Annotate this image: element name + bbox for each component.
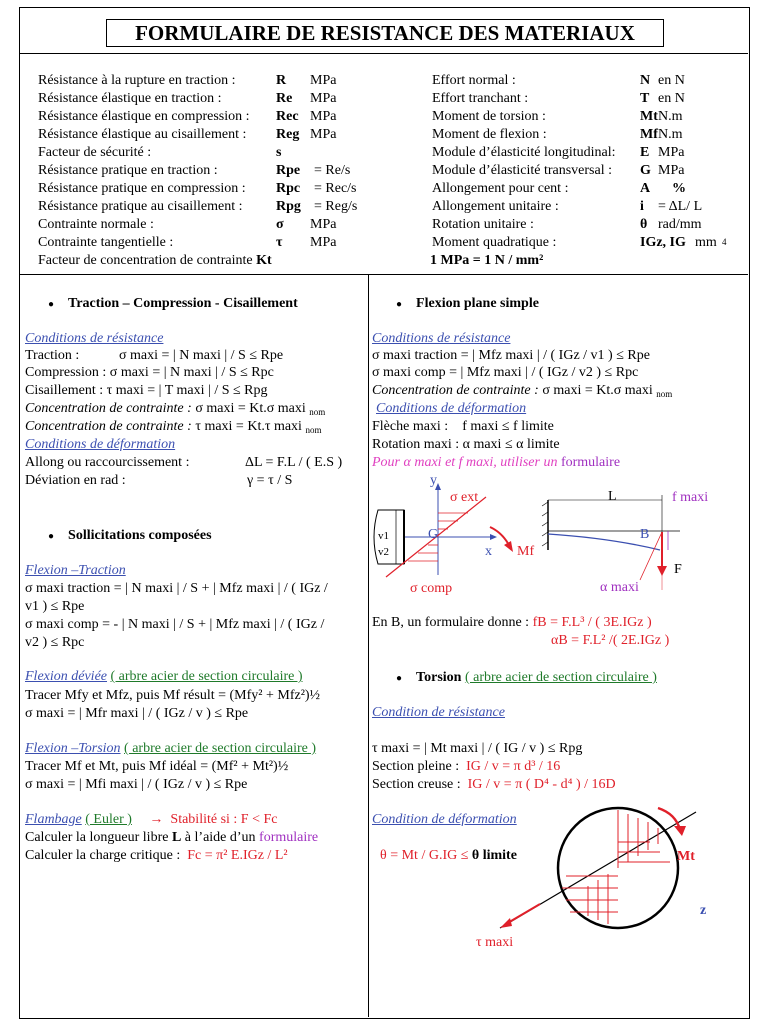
diag-sigma-ext: σ ext — [450, 490, 479, 505]
definition-row — [432, 144, 685, 161]
definition-symbol: i — [640, 199, 644, 214]
label: Concentration de contrainte : — [25, 401, 192, 416]
pour-line — [372, 454, 620, 471]
diag-y: y — [430, 473, 437, 488]
traction-line — [25, 347, 284, 364]
fl-line2 — [25, 847, 288, 864]
x-arrow-icon — [490, 534, 497, 540]
definition-label: Résistance élastique au cisaillement : — [38, 127, 247, 142]
cisaillement-line — [25, 382, 268, 399]
formula: α maxi ≤ α limite — [462, 437, 560, 452]
definition-unit: N.m — [658, 109, 683, 124]
definition-row — [38, 126, 337, 143]
enb-line — [372, 614, 652, 631]
definition-unit: MPa — [310, 235, 337, 250]
arbre-note: ( arbre acier de section circulaire ) — [124, 741, 317, 756]
allong-line — [25, 454, 343, 471]
definition-unit: MPa — [310, 73, 337, 88]
definition-symbol: IGz, IG — [640, 235, 686, 250]
definition-unit: MPa — [310, 217, 337, 232]
label: Concentration de contrainte : — [25, 419, 192, 434]
label: Déviation en rad : — [25, 473, 126, 488]
definition-row — [38, 108, 337, 125]
definition-symbol: R — [276, 73, 287, 88]
left-cond-def: Conditions de déformation — [25, 437, 176, 452]
definition-symbol: Mf — [640, 127, 658, 142]
arbre-note: ( arbre acier de section circulaire ) — [464, 670, 657, 685]
aB: αB = F.L² /( 2E.IGz ) — [551, 633, 670, 648]
fto-line2: σ maxi = | Mfi maxi | / ( IGz / v ) ≤ Rpe — [25, 777, 248, 792]
nom: nom — [656, 389, 673, 399]
ft-line4: v2 ) ≤ Rpc — [25, 635, 85, 650]
definition-unit: = Rec/s — [314, 181, 357, 196]
definition-unit: en N — [658, 91, 685, 106]
definition-row — [38, 234, 337, 251]
diag-alpha: α maxi — [600, 580, 639, 595]
bullet-icon: ● — [396, 299, 403, 310]
definition-unit: N.m — [658, 127, 683, 142]
label: Section creuse : — [372, 777, 461, 792]
definition-symbol: s — [276, 145, 282, 160]
definition-row — [432, 126, 683, 143]
definition-row — [432, 108, 683, 125]
formula: θ = Mt / G.IG ≤ — [380, 848, 469, 863]
torsion-diagram — [500, 800, 720, 940]
definition-label: Module d’élasticité longitudinal: — [432, 145, 616, 160]
euler-note: ( Euler ) — [85, 812, 132, 827]
definition-unit: = Re/s — [314, 163, 351, 178]
definition-label: Contrainte tangentielle : — [38, 235, 174, 250]
header-divider — [19, 53, 748, 54]
label: Traction : — [25, 348, 80, 363]
definition-label: Facteur de sécurité : — [38, 145, 152, 160]
definition-row — [432, 162, 685, 179]
flexion-heading — [396, 295, 539, 313]
ft-line2: v1 ) ≤ Rpe — [25, 599, 85, 614]
definition-row — [432, 72, 685, 89]
fl-line1 — [25, 829, 318, 846]
column-divider — [368, 275, 369, 1017]
bullet-icon: ● — [396, 673, 403, 684]
page-title: FORMULAIRE DE RESISTANCE DES MATERIAUX — [106, 19, 664, 47]
label: Flèche maxi : — [372, 419, 449, 434]
definition-unit: mm — [695, 235, 717, 250]
diag-mt: Mt — [677, 849, 695, 864]
definition-unit: MPa — [310, 109, 337, 124]
t1: τ maxi = | Mt maxi | / ( IG / v ) ≤ Rpg — [372, 741, 583, 756]
definition-symbol: Reg — [276, 127, 300, 142]
right-cond-def: Conditions de déformation — [376, 401, 527, 416]
definition-row — [38, 72, 337, 89]
label: En B, un formulaire donne : — [372, 615, 530, 630]
formulaire-link[interactable]: formulaire — [560, 455, 621, 470]
label: Cisaillement : — [25, 383, 104, 398]
bullet-icon: ● — [48, 531, 55, 542]
ft-line1: σ maxi traction = | N maxi | / S + | Mfz maxi | / ( IGz / — [25, 581, 328, 596]
definition-label: Moment de torsion : — [432, 109, 546, 124]
t3 — [372, 776, 616, 793]
diag-mf: Mf — [517, 544, 535, 559]
title: Flambage — [25, 812, 82, 827]
label: Concentration de contrainte : — [372, 383, 539, 398]
definition-row — [38, 144, 282, 161]
formula: σ maxi = Kt.σ maxi — [542, 383, 653, 398]
r1: σ maxi traction = | Mfz maxi | / ( IGz / v1 ) ≤ Rpe — [372, 348, 650, 363]
fB: fB = F.L³ / ( 3E.IGz ) — [532, 615, 652, 630]
formula: σ maxi = Kt.σ maxi — [195, 401, 306, 416]
definition-row — [38, 198, 358, 215]
definition-label: Moment de flexion : — [432, 127, 547, 142]
definition-row — [38, 162, 351, 179]
theta-line — [380, 847, 517, 864]
definition-symbol: A — [640, 181, 651, 196]
definition-label: Contrainte normale : — [38, 217, 154, 232]
definition-label: Résistance pratique en traction : — [38, 163, 218, 178]
definition-label: Résistance élastique en compression : — [38, 109, 250, 124]
diag-taumaxi: τ maxi — [476, 935, 514, 950]
bullet-icon: ● — [48, 299, 55, 310]
wall-hatch — [542, 502, 548, 546]
definition-unit: MPa — [310, 127, 337, 142]
text: à l’aide d’un — [181, 830, 260, 845]
torsion-heading — [396, 669, 657, 687]
definition-unit: % — [672, 181, 686, 196]
formula: σ maxi = | N maxi | / S ≤ Rpc — [109, 365, 274, 380]
diag-v2: v2 — [378, 546, 389, 558]
arrow-right-icon: → — [149, 812, 164, 827]
formulaire-link[interactable]: formulaire — [259, 830, 319, 845]
definition-symbol: θ — [640, 217, 648, 232]
fd-line2: σ maxi = | Mfr maxi | / ( IGz / v ) ≤ Rpe — [25, 706, 249, 721]
definition-unit: MPa — [658, 163, 685, 178]
heading-text: Torsion — [416, 670, 462, 685]
fleche-line — [372, 418, 554, 435]
definition-symbol: N — [640, 73, 651, 88]
title: Flexion déviée — [25, 669, 108, 684]
definition-symbol: Rpg — [276, 199, 301, 214]
right-cond-res: Conditions de résistance — [372, 331, 511, 346]
text: Pour α maxi et f maxi, utiliser un — [372, 455, 561, 470]
diag-fmaxi: f maxi — [672, 490, 709, 505]
definition-symbol: Mt — [640, 109, 658, 124]
definition-symbol: Kt — [256, 253, 272, 268]
definition-symbol: E — [640, 145, 650, 160]
flambage-title — [25, 811, 278, 828]
definition-row — [432, 198, 703, 215]
label: Calculer la charge critique : — [25, 848, 181, 863]
formula: γ = τ / S — [247, 473, 293, 488]
right-cond-res2: Condition de résistance — [372, 705, 505, 720]
definition-label: Effort tranchant : — [432, 91, 529, 106]
definition-unit: rad/mm — [658, 217, 702, 232]
right-cond-def2: Condition de déformation — [372, 812, 517, 827]
definition-symbol: τ — [276, 235, 283, 250]
definition-row — [432, 180, 686, 197]
definition-unit: MPa — [310, 91, 337, 106]
definition-symbol: G — [640, 163, 651, 178]
definition-unit: = ΔL/ L — [658, 199, 703, 214]
definition-label: Résistance pratique en compression : — [38, 181, 246, 196]
formula: τ maxi = Kt.τ maxi — [195, 419, 302, 434]
definition-label: Moment quadratique : — [432, 235, 557, 250]
formula: IG / v = π ( D⁴ - d⁴ ) / 16D — [467, 777, 616, 792]
text: Calculer la longueur libre — [25, 830, 172, 845]
definition-label: Allongement unitaire : — [432, 199, 559, 214]
definition-symbol: Rpc — [276, 181, 301, 196]
shear-arrows — [562, 810, 670, 924]
heading-text: Sollicitations composées — [68, 528, 212, 543]
nom: nom — [309, 407, 326, 417]
definition-label: Résistance élastique en traction : — [38, 91, 222, 106]
sollic-heading — [48, 527, 212, 545]
traction-heading — [48, 295, 298, 313]
definition-row — [432, 216, 702, 233]
exponent: 4 — [722, 237, 727, 247]
flex-trac-title: Flexion –Traction — [25, 563, 126, 578]
formula: σ maxi = | N maxi | / S ≤ Rpe — [119, 348, 284, 363]
mf-arrow-icon — [504, 541, 513, 552]
definition-row — [38, 252, 272, 269]
flex-dev-title — [25, 668, 303, 685]
L: L — [171, 830, 182, 845]
formula: Fc = π² E.IGz / L² — [187, 848, 288, 863]
definition-row — [432, 90, 685, 107]
fd-line1: Tracer Mfy et Mfz, puis Mf résult = (Mfy² + Mfz²)½ — [25, 688, 321, 703]
diag-z: z — [700, 903, 707, 918]
tau-arrow — [506, 904, 540, 924]
diag-F: F — [674, 562, 682, 577]
diag-v1: v1 — [378, 530, 389, 542]
flex-tors-title — [25, 740, 316, 757]
definition-symbol: Rpe — [276, 163, 301, 178]
definition-symbol: T — [640, 91, 650, 106]
definition-unit: = Reg/s — [314, 199, 358, 214]
label: Allong ou raccourcissement : — [25, 455, 190, 470]
stabilite: Stabilité si : F < Fc — [170, 812, 278, 827]
definition-row — [38, 180, 357, 197]
fto-line1: Tracer Mf et Mt, puis Mf idéal = (Mf² + Mt²)½ — [25, 759, 289, 774]
t2 — [372, 758, 560, 775]
left-cond-res: Conditions de résistance — [25, 331, 164, 346]
ft-line3: σ maxi comp = - | N maxi | / S + | Mfz maxi | / ( IGz / — [25, 617, 325, 632]
definition-unit: MPa — [658, 145, 685, 160]
rotation-line — [372, 436, 560, 453]
definition-label: Allongement pour cent : — [432, 181, 569, 196]
limit: θ limite — [471, 848, 517, 863]
formula: f maxi ≤ f limite — [462, 419, 554, 434]
definition-row — [38, 216, 337, 233]
definition-label: Effort normal : — [432, 73, 516, 88]
mpa-equivalence: 1 MPa = 1 N / mm² — [430, 253, 544, 268]
section-divider — [19, 274, 748, 275]
heading-text: Traction – Compression - Cisaillement — [68, 296, 298, 311]
definition-row — [38, 90, 337, 107]
deviation-line — [25, 472, 293, 489]
nom: nom — [305, 425, 322, 435]
definition-label: Résistance pratique au cisaillement : — [38, 199, 243, 214]
heading-text: Flexion plane simple — [416, 296, 539, 311]
diag-B: B — [640, 527, 650, 542]
formula: IG / v = π d³ / 16 — [466, 759, 561, 774]
formula: ΔL = F.L / ( E.S ) — [245, 455, 343, 470]
label: Compression : — [25, 365, 107, 380]
definition-unit: en N — [658, 73, 685, 88]
definition-symbol: σ — [276, 217, 284, 232]
definition-symbol: Rec — [276, 109, 299, 124]
diag-x: x — [485, 544, 492, 559]
title: Flexion –Torsion — [25, 741, 121, 756]
definition-label: Facteur de concentration de contrainte — [38, 253, 253, 268]
arbre-note: ( arbre acier de section circulaire ) — [110, 669, 303, 684]
diag-G: G — [428, 527, 439, 542]
definition-symbol: Re — [276, 91, 293, 106]
r2: σ maxi comp = | Mfz maxi | / ( IGz / v2 ) ≤ Rpc — [372, 365, 639, 380]
definition-row — [432, 234, 727, 251]
label: Section pleine : — [372, 759, 460, 774]
definition-label: Rotation unitaire : — [432, 217, 534, 232]
definition-label: Résistance à la rupture en traction : — [38, 73, 236, 88]
mt-arrow-icon — [674, 826, 686, 836]
definition-label: Module d’élasticité transversal : — [432, 163, 612, 178]
compression-line — [25, 364, 274, 381]
label: Rotation maxi : — [372, 437, 460, 452]
diag-L: L — [608, 489, 617, 504]
diag-sigma-comp: σ comp — [410, 581, 453, 596]
formula: τ maxi = | T maxi | / S ≤ Rpg — [106, 383, 268, 398]
